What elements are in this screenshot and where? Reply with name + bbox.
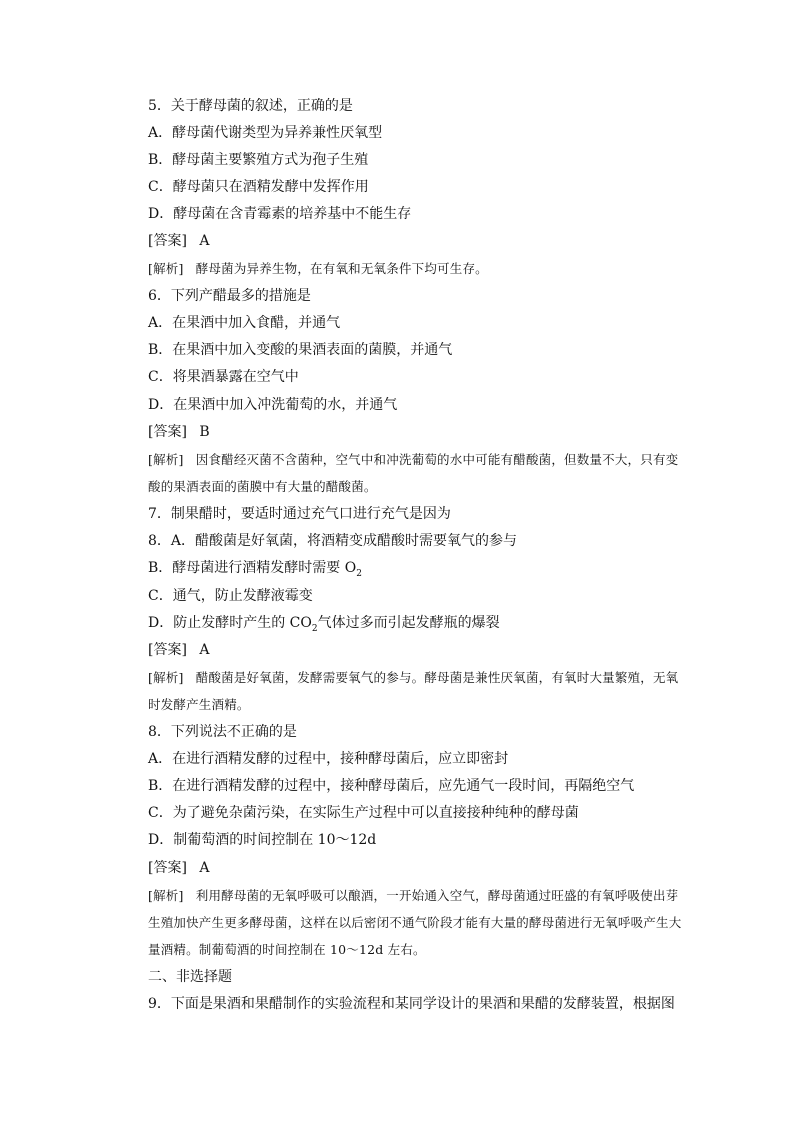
explanation-tag: [解析] xyxy=(148,261,184,276)
q5-option-a: A．酵母菌代谢类型为异养兼性厌氧型 xyxy=(148,125,383,141)
section-heading: 二、非选择题 xyxy=(148,969,232,985)
q8-answer xyxy=(148,859,682,877)
explanation-tag: [解析] xyxy=(148,670,184,685)
q8-option-a: A．在进行酒精发酵的过程中，接种酵母菌后，应立即密封 xyxy=(148,751,509,767)
answer-value: A xyxy=(199,233,210,249)
explanation-text: 因食醋经灭菌不含菌种，空气中和冲洗葡萄的水中可能有醋酸菌，但数量不大，只有变酸的果酒表面的菌膜中有大量的醋酸菌。 xyxy=(148,452,679,494)
explanation-text: 酵母菌为异养生物，在有氧和无氧条件下均可生存。 xyxy=(195,261,488,276)
q6-answer xyxy=(148,423,682,441)
q7-stem: 7．制果醋时，要适时通过充气口进行充气是因为 xyxy=(148,506,451,522)
q8-stem: 8．下列说法不正确的是 xyxy=(148,724,297,740)
answer-value: A xyxy=(199,642,210,658)
q7-option-b: B．酵母菌进行酒精发酵时需要 $O_2$ xyxy=(148,560,362,579)
q7-explanation xyxy=(148,664,686,718)
q8-option-b: B．在进行酒精发酵的过程中，接种酵母菌后，应先通气一段时间，再隔绝空气 xyxy=(148,778,635,794)
q8-option-c: C．为了避免杂菌污染，在实际生产过程中可以直接接种纯种的酵母菌 xyxy=(148,805,579,821)
q7-option-a: 8．A．醋酸菌是好氧菌，将酒精变成醋酸时需要氧气的参与 xyxy=(148,533,518,549)
q6-option-c: C．将果酒暴露在空气中 xyxy=(148,369,299,385)
q5-stem: 5．关于酵母菌的叙述，正确的是 xyxy=(148,98,353,114)
q8-explanation xyxy=(148,882,686,963)
q6-option-b: B．在果酒中加入变酸的果酒表面的菌膜，并通气 xyxy=(148,342,453,358)
q6-option-a: A．在果酒中加入食醋，并通气 xyxy=(148,315,341,331)
explanation-text: 利用酵母菌的无氧呼吸可以酿酒，一开始通入空气，酵母菌通过旺盛的有氧呼吸使出芽生殖加快产生更多酵母菌，这样在以后密闭不通气阶段才能有大量的酵母菌进行无氧呼吸产生大量酒精。制葡萄酒的时间控制在 10～12d 左右。 xyxy=(148,888,682,957)
q8-option-d: D．制葡萄酒的时间控制在 10～12d xyxy=(148,832,377,848)
answer-value: B xyxy=(199,424,210,440)
q7-option-c: C．通气，防止发酵液霉变 xyxy=(148,588,313,604)
answer-tag: [答案] xyxy=(148,860,187,876)
answer-tag: [答案] xyxy=(148,642,187,658)
q5-explanation xyxy=(148,260,682,278)
q5-answer xyxy=(148,232,682,250)
q7-option-d: D．防止发酵时产生的 $CO_2$气体过多而引起发酵瓶的爆裂 xyxy=(148,615,500,634)
q5-option-d: D．酵母菌在含青霉素的培养基中不能生存 xyxy=(148,206,412,222)
explanation-tag: [解析] xyxy=(148,888,184,903)
q9-stem: 9．下面是果酒和果醋制作的实验流程和某同学设计的果酒和果醋的发酵装置，根据图 xyxy=(148,996,675,1012)
answer-value: A xyxy=(199,860,210,876)
answer-tag: [答案] xyxy=(148,233,187,249)
explanation-tag: [解析] xyxy=(148,452,184,467)
answer-tag: [答案] xyxy=(148,424,187,440)
q5-option-b: B．酵母菌主要繁殖方式为孢子生殖 xyxy=(148,152,369,168)
q7-answer xyxy=(148,641,682,659)
q6-stem: 6．下列产醋最多的措施是 xyxy=(148,288,311,304)
q6-explanation xyxy=(148,446,686,500)
q6-option-d: D．在果酒中加入冲洗葡萄的水，并通气 xyxy=(148,397,398,413)
explanation-text: 醋酸菌是好氧菌，发酵需要氧气的参与。酵母菌是兼性厌氧菌，有氧时大量繁殖，无氧时发酵产生酒精。 xyxy=(148,670,679,712)
q5-option-c: C．酵母菌只在酒精发酵中发挥作用 xyxy=(148,179,369,195)
